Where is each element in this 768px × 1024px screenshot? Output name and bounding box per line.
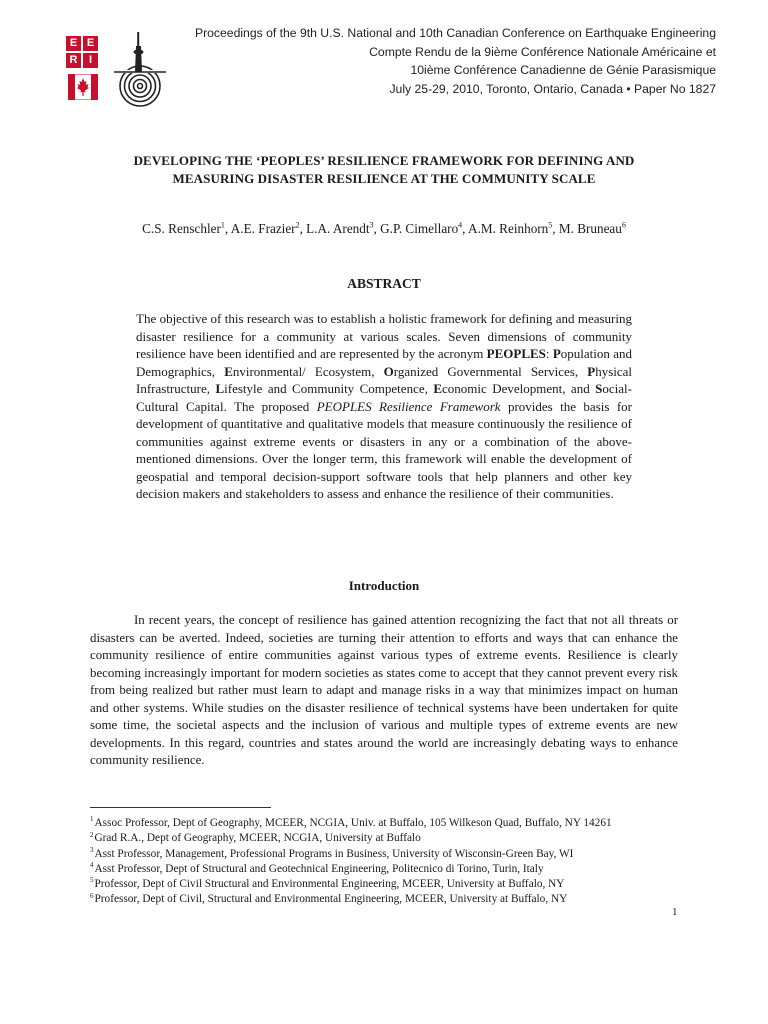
conference-line: Proceedings of the 9th U.S. National and 10th Canadian Conference on Earthquake Engineering	[194, 26, 716, 40]
conference-logos	[66, 30, 172, 108]
footnote	[90, 877, 710, 892]
conference-line: Compte Rendu de la 9ième Conférence Nationale Américaine et	[369, 44, 716, 59]
abstract-text-part: The objective of this research was to establish a holistic framework for defining and measuring disaster resilience for a community at various scales. Seven dimensions of community resilience have been identified and are represented by the acronym	[136, 311, 632, 362]
dimension-name: rganized Governmental Services,	[393, 363, 588, 379]
dimension-name: opulation and Demographics,	[136, 346, 632, 379]
footnote	[90, 831, 710, 846]
footnote-number: 1	[90, 815, 94, 824]
eeri-letter: I	[83, 53, 98, 68]
dimension-initial: O	[383, 363, 394, 379]
abstract-heading: ABSTRACT	[347, 276, 421, 291]
author-affiliation-mark: 2	[295, 220, 300, 230]
footnote-number: 2	[90, 830, 94, 839]
author-list: C.S. Renschler$^1$, A.E. Frazier$^2$, L.A. Arendt$^3$, G.P. Cimellaro$^4$, A.M. Reinhorn$^5$, M. Bruneau$^6$	[142, 220, 626, 236]
footnote-number: 3	[90, 845, 94, 854]
abstract-text-part: The proposed	[234, 398, 317, 414]
footnote	[90, 847, 710, 862]
eeri-letter: E	[83, 36, 98, 51]
author-name: G.P. Cimellaro	[380, 221, 459, 236]
author-name: C.S. Renschler	[142, 221, 221, 236]
footnote	[90, 892, 710, 907]
abstract-text-part: :	[545, 346, 553, 362]
footnote-text: Asst Professor, Dept of Structural and Geotechnical Engineering, Politecnico di Torino, Turin, Italy	[94, 862, 544, 875]
abstract-text-part: provides the basis for development of quantitative and qualitative models that measure continuously the resilience of communities against extreme events or disasters in any or a combination of the above-mentioned dimensions. Over the longer term, this framework will enable the development of geospatial and temporal decision-support software tools that help planners and other key decision makers and stakeholders to assess and enhance the resilience of their communities.	[136, 398, 633, 502]
author-name: L.A. Arendt	[306, 221, 370, 236]
footnote-number: 5	[90, 876, 94, 885]
eeri-letter: E	[66, 36, 81, 51]
conference-line: July 25-29, 2010, Toronto, Ontario, Canada • Paper No 1827	[389, 81, 716, 96]
introduction-paragraph: In recent years, the concept of resilience has gained attention recognizing the fact that not all threats or disasters can be averted. Indeed, societies are turning their attention to efforts and ways that can enhance the community resilience of entire communities against various types of extreme events. Resilience is clearly becoming increasingly important for modern societies as states come to accept that they cannot prevent every risk from being realized but rather must learn to adapt and manage risks in a way that minimizes impact on human and other systems. While studies on the disaster resilience of technical systems have been undertaken for quite some time, the societal aspects and the inclusion of various and multiple types of extreme events are new developments. In this regard, countries and states around the world are increasingly debating ways to enhance community resilience.	[90, 613, 678, 768]
dimension-initial: E	[433, 381, 442, 397]
paper-title	[60, 152, 708, 188]
author-affiliation-mark: 5	[548, 220, 553, 230]
footnote-text: Assoc Professor, Dept of Geography, MCEER, NCGIA, Univ. at Buffalo, 105 Wilkeson Quad, Buffalo, NY 14261	[94, 817, 612, 829]
dimension-initial: P	[552, 346, 561, 362]
dimension-name: conomic Development, and	[441, 381, 596, 397]
conference-line: 10ième Conférence Canadienne de Génie Parasismique	[410, 63, 716, 77]
conference-header	[195, 24, 716, 98]
title-line: MEASURING DISASTER RESILIENCE AT THE COMMUNITY SCALE	[172, 171, 596, 186]
footnote	[90, 862, 710, 877]
footnote	[90, 816, 710, 831]
author-affiliation-mark: 1	[220, 220, 225, 230]
author-affiliation-mark: 3	[369, 220, 374, 230]
title-line: DEVELOPING THE ‘PEOPLES’ RESILIENCE FRAMEWORK FOR DEFINING AND	[133, 153, 635, 168]
footnote-rule	[90, 807, 271, 808]
footnote-text: Asst Professor, Management, Professional Programs in Business, University of Wisconsin-Green Bay, WI	[94, 847, 574, 860]
dimension-name: ocial-Cultural Capital.	[136, 381, 632, 414]
introduction-heading: Introduction	[348, 578, 420, 593]
footnote-text: Grad R.A., Dept of Geography, MCEER, NCGIA, University at Buffalo	[94, 832, 421, 845]
dimension-initial: S	[595, 381, 603, 397]
author-affiliation-mark: 4	[458, 220, 463, 230]
eeri-logo-icon	[66, 36, 98, 68]
footnotes	[90, 816, 710, 908]
dimension-name: nvironmental/ Ecosystem,	[232, 363, 384, 379]
introduction-text	[90, 612, 678, 770]
footnote-text: Professor, Dept of Civil Structural and Environmental Engineering, MCEER, University at Buffalo, NY	[94, 878, 565, 891]
author-name: M. Bruneau	[558, 221, 622, 236]
dimension-initial: L	[215, 381, 225, 397]
dimension-name: ifestyle and Community Competence,	[224, 381, 434, 397]
footnote-number: 4	[90, 861, 94, 870]
peoples-acronym: PEOPLES	[486, 346, 546, 362]
author-affiliation-mark: 6	[621, 220, 626, 230]
footnote-number: 6	[90, 891, 94, 900]
dimension-initial: P	[587, 363, 596, 379]
eeri-letter: R	[66, 53, 81, 68]
footnote-text: Professor, Dept of Civil, Structural and Environmental Engineering, MCEER, University at Buffalo, NY	[94, 893, 568, 906]
author-name: A.E. Frazier	[230, 221, 296, 236]
dimension-name: hysical Infrastructure,	[136, 363, 633, 397]
framework-name: PEOPLES Resilience Framework	[316, 398, 501, 414]
cn-tower-logo-icon	[100, 30, 172, 108]
page-number: 1	[672, 906, 678, 918]
abstract-text	[136, 310, 632, 503]
author-name: A.M. Reinhorn	[468, 221, 549, 236]
canada-flag-icon	[68, 74, 98, 100]
dimension-initial: E	[224, 363, 233, 379]
